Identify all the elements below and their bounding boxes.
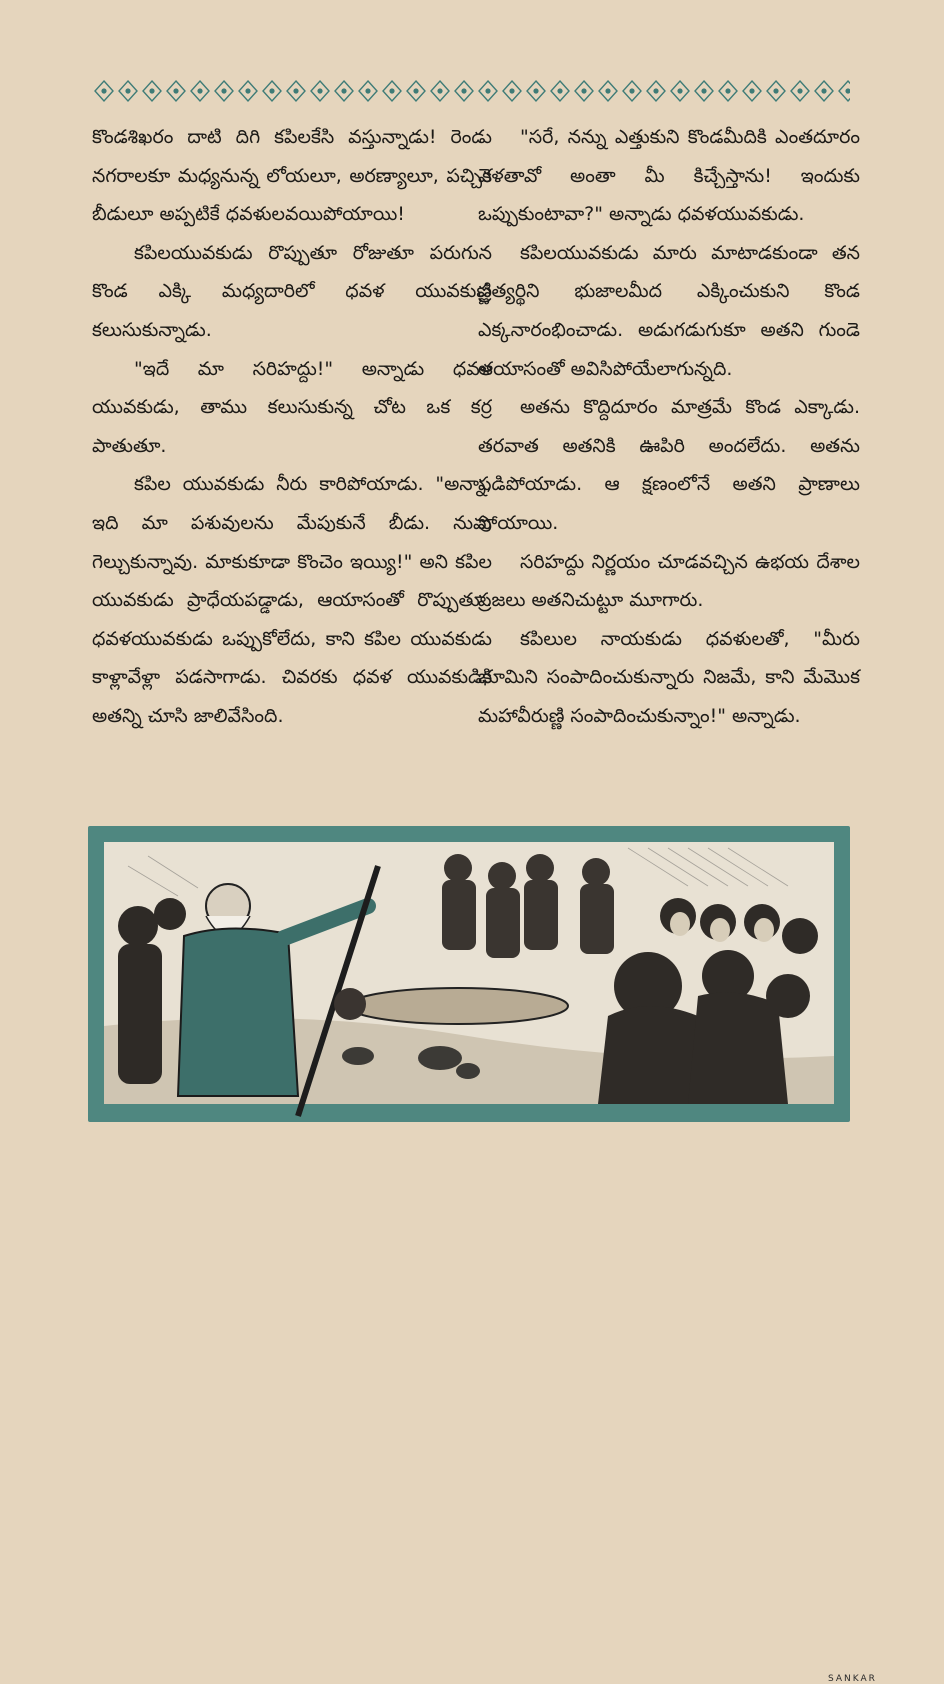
border-ornament (455, 81, 473, 101)
border-ornament (791, 81, 809, 101)
border-ornament (95, 81, 113, 101)
border-ornament (671, 81, 689, 101)
border-ornament (527, 81, 545, 101)
border-ornament (431, 81, 449, 101)
border-ornament (695, 81, 713, 101)
border-ornament (767, 81, 785, 101)
border-ornament (215, 81, 233, 101)
border-ornament (551, 81, 569, 101)
illustration-drawing (88, 826, 850, 1122)
border-ornament (239, 81, 257, 101)
border-ornament (479, 81, 497, 101)
paragraph: సరిహద్దు నిర్ణయం చూడవచ్చిన ఉభయ దేశాల ప్రజలు అతనిచుట్టూ మూగారు. (478, 550, 860, 612)
border-ornament (383, 81, 401, 101)
border-ornament (335, 81, 353, 101)
border-ornament (191, 81, 209, 101)
border-ornament (719, 81, 737, 101)
border-ornament (143, 81, 161, 101)
border-ornament (359, 81, 377, 101)
paragraph: కపిల యువకుడు నీరు కారిపోయాడు. "అన్నా, ఇది మా పశువులను మేపుకునే బీడు. నువు గెల్చుకున్నావు. మాకుకూడా కొంచెం ఇయ్యి!" అని కపిల యువకుడు ప్రాధేయపడ్డాడు, ఆయాసంతో రొప్పుతూ. ధవళయువకుడు ఒప్పుకోలేదు, కాని కపిల యువకుడు కాళ్లావేళ్లా పడసాగాడు. చివరకు ధవళ యువకుడికి అతన్ని చూసి జాలివేసింది. (92, 473, 492, 727)
border-ornament (623, 81, 641, 101)
artist-signature: SANKAR (828, 1674, 877, 1684)
left-column (92, 118, 492, 736)
border-ornament (311, 81, 329, 101)
paragraph: కపిలుల నాయకుడు ధవళులతో, "మీరు భూమిని సంపాదించుకున్నారు నిజమే, కాని మేమొక మహావీరుణ్ణి సంపాదించుకున్నాం!" అన్నాడు. (478, 627, 860, 727)
border-ornament (407, 81, 425, 101)
paragraph: "ఇదే మా సరిహద్దు!" అన్నాడు ధవళ యువకుడు, తాము కలుసుకున్న చోట ఒక కర్ర పాతుతూ. (92, 357, 492, 457)
paragraph: కపిలయువకుడు రొప్పుతూ రోజుతూ పరుగున కొండ ఎక్కి మధ్యదారిలో ధవళ యువకుణ్ణి కలుసుకున్నాడు. (92, 241, 492, 341)
crowd-back (442, 854, 614, 958)
right-column (478, 118, 860, 736)
border-ornament (815, 81, 833, 101)
border-ornament (263, 81, 281, 101)
border-ornament (839, 81, 850, 101)
story-illustration (88, 826, 877, 1684)
border-ornament (599, 81, 617, 101)
border-ornament (743, 81, 761, 101)
ornamental-border (92, 78, 850, 104)
paragraph: అతను కొద్దిదూరం మాత్రమే కొండ ఎక్కాడు. తరవాత అతనికి ఊపిరి అందలేదు. అతను పడిపోయాడు. ఆ క్షణంలోనే అతని ప్రాణాలు పోయాయి. (478, 396, 860, 534)
border-ornament (287, 81, 305, 101)
border-ornament (647, 81, 665, 101)
border-ornament (575, 81, 593, 101)
border-ornament (503, 81, 521, 101)
border-ornament (119, 81, 137, 101)
border-ornament (167, 81, 185, 101)
paragraph: కపిలయువకుడు మారు మాటాడకుండా తన ప్రత్యర్థిని భుజాలమీద ఎక్కించుకుని కొండ ఎక్కనారంభించాడు. అడుగడుగుకూ అతని గుండె ఆయాసంతో అవిసిపోయేలాగున్నది. (478, 241, 860, 380)
paragraph: కొండశిఖరం దాటి దిగి కపిలకేసి వస్తున్నాడు! రెండు నగరాలకూ మధ్యనున్న లోయలూ, అరణ్యాలూ, పచ్చిక బీడులూ అప్పటికే ధవళులవయిపోయాయి! (92, 126, 492, 226)
paragraph: "సరే, నన్ను ఎత్తుకుని కొండమీదికి ఎంతదూరం వెళతావో అంతా మీ కిచ్చేస్తాను! ఇందుకు ఒప్పుకుంటావా?" అన్నాడు ధవళయువకుడు. (478, 126, 860, 226)
